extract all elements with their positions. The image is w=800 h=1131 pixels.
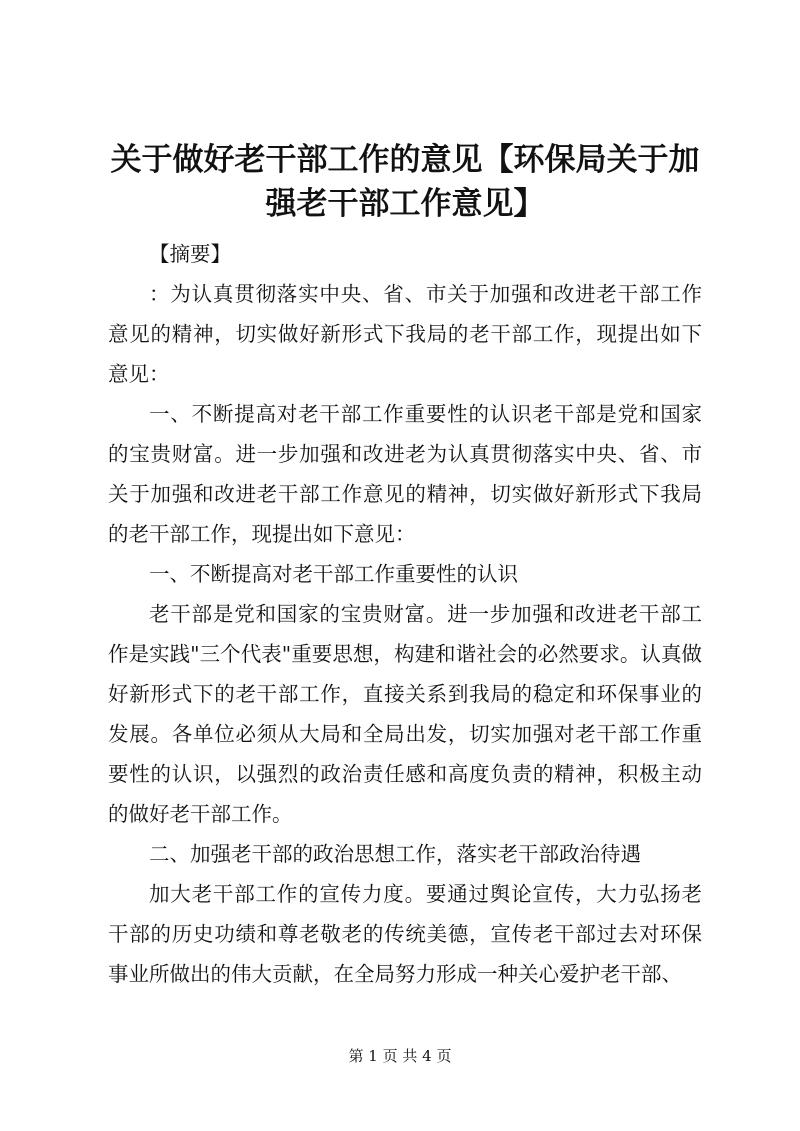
- paragraph: 加大老干部工作的宣传力度。要通过舆论宣传，大力弘扬老干部的历史功绩和尊老敬老的传统美德，宣传老干部过去对环保事业所做出的伟大贡献，在全局努力形成一种关心爱护老干部、: [108, 882, 702, 986]
- document-title: 关于做好老干部工作的意见【环保局关于加强老干部工作意见】: [110, 142, 700, 222]
- paragraph: 一、不断提高对老干部工作重要性的认识老干部是党和国家的宝贵财富。进一步加强和改进老为认真贯彻落实中央、省、市关于加强和改进老干部工作意见的精神，切实做好新形式下我局的老干部工作，现提出如下意见：: [108, 402, 702, 546]
- document-body: [108, 234, 702, 994]
- abstract-heading: 【摘要】: [149, 242, 231, 266]
- section-heading: 二、加强老干部的政治思想工作，落实老干部政治待遇: [149, 842, 641, 866]
- page-footer: 第 1 页 共 4 页: [348, 1047, 452, 1065]
- section-heading: 一、不断提高对老干部工作重要性的认识: [149, 562, 518, 586]
- paragraph: 老干部是党和国家的宝贵财富。进一步加强和改进老干部工作是实践"三个代表"重要思想，构建和谐社会的必然要求。认真做好新形式下的老干部工作，直接关系到我局的稳定和环保事业的发展。各单位必须从大局和全局出发，切实加强对老干部工作重要性的认识，以强烈的政治责任感和高度负责的精神，积极主动的做好老干部工作。: [108, 602, 702, 826]
- paragraph: ：为认真贯彻落实中央、省、市关于加强和改进老干部工作意见的精神，切实做好新形式下我局的老干部工作，现提出如下意见：: [108, 282, 702, 386]
